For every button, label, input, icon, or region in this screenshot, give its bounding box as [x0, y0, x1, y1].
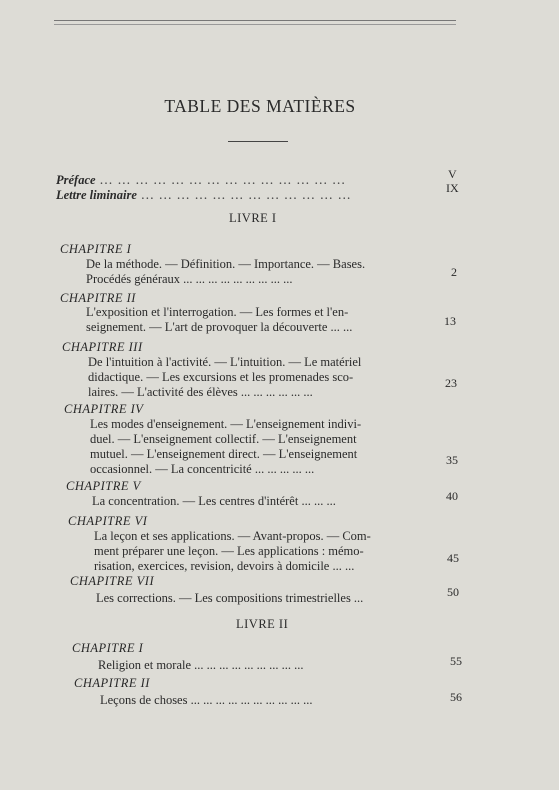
chapter-line: Procédés généraux ... ... ... ... ... ... ... ... ...: [86, 272, 293, 286]
page-title: TABLE DES MATIÈRES: [164, 96, 356, 116]
chapter-label[interactable]: CHAPITRE VI: [68, 514, 148, 528]
chapter-line: La concentration. — Les centres d'intérêt ... ... ...: [92, 494, 336, 508]
chapter-label[interactable]: CHAPITRE I: [72, 641, 144, 655]
livre-heading: LIVRE II: [236, 617, 289, 631]
leader-dots: ... ... ... ... ... ... ... ... ... ... ... ... ... ...: [99, 172, 346, 187]
chapter-line: ment préparer une leçon. — Les applications : mémo-: [94, 544, 364, 558]
chapter-line: Religion et morale ... ... ... ... ... ... ... ... ...: [98, 658, 304, 672]
page-number: V: [448, 167, 457, 181]
chapter-line: seignement. — L'art de provoquer la découverte ... ...: [86, 320, 353, 334]
chapter-label[interactable]: CHAPITRE IV: [64, 402, 144, 416]
chapter-label[interactable]: CHAPITRE VII: [70, 574, 155, 588]
page-number: 45: [447, 551, 459, 565]
chapter-line: mutuel. — L'enseignement direct. — L'enseignement: [90, 447, 358, 461]
page-number: 2: [451, 265, 457, 279]
chapter-line: La leçon et ses applications. — Avant-propos. — Com-: [94, 529, 371, 543]
chapter-label[interactable]: CHAPITRE II: [60, 291, 136, 305]
chapter-label[interactable]: CHAPITRE V: [66, 479, 141, 493]
chapter-line: Les modes d'enseignement. — L'enseignement indivi-: [90, 417, 362, 431]
chapter-label[interactable]: CHAPITRE III: [62, 340, 143, 354]
chapter-line: Les corrections. — Les compositions trimestrielles ...: [96, 591, 364, 605]
page-number: 23: [445, 376, 457, 390]
toc-entry-lettre-liminaire[interactable]: [56, 187, 351, 203]
page-number: 40: [446, 489, 458, 503]
toc-entry-preface[interactable]: [56, 172, 346, 188]
chapter-line: De la méthode. — Définition. — Importance. — Bases.: [86, 257, 366, 271]
page-number: 35: [446, 453, 458, 467]
entry-label: Lettre liminaire: [56, 188, 137, 202]
chapter-line: Leçons de choses ... ... ... ... ... ... ... ... ... ...: [100, 693, 313, 707]
page-number: IX: [446, 181, 459, 195]
chapter-line: L'exposition et l'interrogation. — Les formes et l'en-: [86, 305, 349, 319]
chapter-line: didactique. — Les excursions et les promenades sco-: [88, 370, 354, 384]
page-number: 55: [450, 654, 462, 668]
livre-heading: LIVRE I: [229, 211, 277, 225]
top-rule: [54, 20, 456, 21]
chapter-line: occasionnel. — La concentricité ... ... ... ... ...: [90, 462, 315, 476]
chapter-line: De l'intuition à l'activité. — L'intuition. — Le matériel: [88, 355, 362, 369]
chapter-label[interactable]: CHAPITRE I: [60, 242, 132, 256]
top-rule-thin: [54, 24, 456, 25]
title-rule: [228, 141, 288, 142]
page-number: 13: [444, 314, 456, 328]
page-number: 56: [450, 690, 462, 704]
chapter-line: laires. — L'activité des élèves ... ... ... ... ... ...: [88, 385, 313, 399]
entry-label: Préface: [56, 173, 96, 187]
chapter-line: risation, exercices, revision, devoirs à domicile ... ...: [94, 559, 355, 573]
leader-dots: ... ... ... ... ... ... ... ... ... ... ... ...: [140, 187, 352, 202]
chapter-label[interactable]: CHAPITRE II: [74, 676, 150, 690]
chapter-line: duel. — L'enseignement collectif. — L'enseignement: [90, 432, 357, 446]
page-number: 50: [447, 585, 459, 599]
